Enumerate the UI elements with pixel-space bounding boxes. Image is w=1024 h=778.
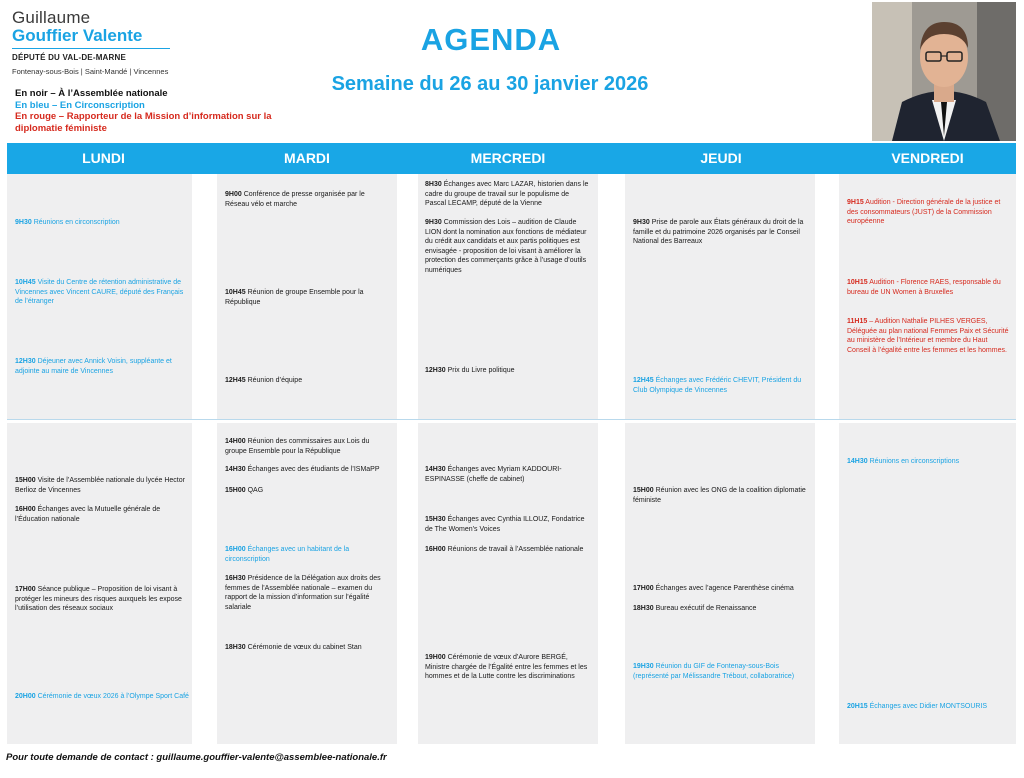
day-label-mercredi: MERCREDI — [470, 150, 546, 166]
event-lundi-5: 16H00 Échanges avec la Mutuelle générale de l’Éducation nationale — [15, 506, 161, 523]
logo-towns: Fontenay-sous-Bois | Saint-Mandé | Vincennes — [12, 67, 169, 76]
event-mardi-3: 12H45 Réunion d’équipe — [225, 377, 303, 384]
event-jeudi-1: 9H30 Prise de parole aux États généraux du droit de la famille et du patrimoine 2026 organisés par le Conseil National des Barreaux — [633, 219, 804, 246]
event-vendredi-2: 10H15 Audition - Florence RAES, responsable du bureau de UN Women à Bruxelles — [847, 279, 1001, 296]
day-label-lundi: LUNDI — [82, 150, 125, 166]
legend-blue: En bleu – En Circonscription — [15, 99, 145, 111]
logo-last-name: Gouffier Valente — [12, 26, 143, 45]
event-lundi-7: 20H00 Cérémonie de vœux 2026 à l’Olympe Sport Café — [15, 693, 189, 700]
event-mardi-9: 18H30 Cérémonie de vœux du cabinet Stan — [225, 644, 362, 651]
day-label-vendredi: VENDREDI — [891, 150, 964, 166]
day-label-mardi: MARDI — [284, 150, 330, 166]
event-mardi-8: 16H30 Présidence de la Délégation aux droits des femmes de l’Assemblée nationale – examen du rapport de la mission d’information sur l’égalité salariale — [225, 575, 381, 611]
event-mercredi-3: 12H30 Prix du Livre politique — [425, 367, 515, 374]
event-mardi-6: 15H00 QAG — [225, 487, 264, 494]
logo-first-name: Guillaume — [12, 8, 91, 27]
event-jeudi-2: 12H45 Échanges avec Frédéric CHEVIT, Président du Club Olympique de Vincennes — [633, 377, 802, 394]
event-lundi-1: 9H30 Réunions en circonscription — [15, 219, 120, 226]
event-vendredi-3: 11H15 – Audition Nathalie PILHES VERGES, Déléguée au plan national Femmes Paix et Sécurité au ministère de l’Intérieur et membre du Haut Conseil à l’égalité entre les femmes et les hommes. — [847, 318, 1009, 354]
column-jeudi — [625, 174, 815, 744]
event-mardi-7: 16H00 Échanges avec un habitant de la circonscription — [225, 546, 350, 563]
event-vendredi-1: 9H15 Audition - Direction générale de la justice et des consommateurs (JUST) de la Commission européenne — [847, 199, 1001, 226]
event-lundi-2: 10H45 Visite du Centre de rétention administrative de Vincennes avec Vincent CAURE, député des Français de l’étranger — [15, 279, 184, 306]
column-lundi — [7, 174, 192, 744]
day-label-jeudi: JEUDI — [700, 150, 742, 166]
event-vendredi-5: 20H15 Échanges avec Didier MONTSOURIS — [847, 703, 988, 710]
week-subtitle: Semaine du 26 au 30 janvier 2026 — [331, 73, 649, 95]
event-mercredi-1: 8H30 Échanges avec Marc LAZAR, historien dans le cadre du groupe de travail sur le populisme de Pascal LECAMP, député de la Vienne — [425, 181, 589, 208]
page-header — [0, 0, 1024, 144]
event-jeudi-5: 18H30 Bureau exécutif de Renaissance — [633, 605, 757, 612]
legend-black: En noir – À l’Assemblée nationale — [15, 88, 168, 99]
event-jeudi-3: 15H00 Réunion avec les ONG de la coalition diplomatie féministe — [633, 487, 806, 504]
event-mercredi-6: 16H00 Réunions de travail à l’Assemblée nationale — [425, 546, 584, 553]
event-mardi-5: 14H30 Échanges avec des étudiants de l’ISMaPP — [225, 466, 380, 473]
day-header-bar — [7, 143, 1016, 174]
agenda-title: AGENDA — [420, 22, 562, 57]
contact-footer: Pour toute demande de contact : guillaume.gouffier-valente@assemblee-nationale.fr — [6, 752, 387, 763]
event-mardi-2: 10H45 Réunion de groupe Ensemble pour la République — [225, 289, 364, 306]
logo-role: DÉPUTÉ DU VAL-DE-MARNE — [12, 53, 127, 62]
column-mardi — [217, 174, 397, 744]
event-lundi-6: 17H00 Séance publique – Proposition de loi visant à protéger les mineurs des risques auxquels les expose l’utilisation des réseaux sociaux — [15, 586, 182, 613]
morning-afternoon-separator — [7, 419, 1016, 423]
deputy-portrait — [872, 2, 1016, 141]
legend-red: En rouge – Rapporteur de la Mission d’information sur la diplomatie féministe — [15, 111, 272, 134]
event-mercredi-7: 19H00 Cérémonie de vœux d’Aurore BERGÉ, Ministre chargée de l’Égalité entre les femmes et les hommes et de la Lutte contre les discriminations — [425, 654, 588, 681]
event-jeudi-4: 17H00 Échanges avec l’agence Parenthèse cinéma — [633, 585, 794, 592]
event-mercredi-5: 15H30 Échanges avec Cynthia ILLOUZ, Fondatrice de The Women’s Voices — [425, 516, 585, 533]
logo-rule — [12, 48, 170, 49]
event-mardi-4: 14H00 Réunion des commissaires aux Lois du groupe Ensemble pour la République — [225, 438, 370, 455]
event-mercredi-2: 9H30 Commission des Lois – audition de Claude LION dont la nomination aux fonctions de médiateur du crédit aux candidats et aux partis politiques est envisagée - proposition de loi visant à améliorer la protection des commerçants grâce à l’usage d’outils numériques — [425, 219, 587, 274]
event-mardi-1: 9H00 Conférence de presse organisée par le Réseau vélo et marche — [225, 191, 365, 208]
deputy-logo — [12, 9, 170, 76]
portrait-image — [872, 2, 1016, 141]
event-lundi-4: 15H00 Visite de l’Assemblée nationale du lycée Hector Berlioz de Vincennes — [15, 477, 185, 494]
event-jeudi-6: 19H30 Réunion du GIF de Fontenay-sous-Bois (représenté par Mélissandre Trébout, collaboratrice) — [633, 663, 795, 680]
event-lundi-3: 12H30 Déjeuner avec Annick Voisin, suppléante et adjointe au maire de Vincennes — [15, 358, 172, 375]
event-mercredi-4: 14H30 Échanges avec Myriam KADDOURI-ESPINASSE (cheffe de cabinet) — [425, 466, 562, 483]
event-vendredi-4: 14H30 Réunions en circonscriptions — [847, 458, 960, 465]
